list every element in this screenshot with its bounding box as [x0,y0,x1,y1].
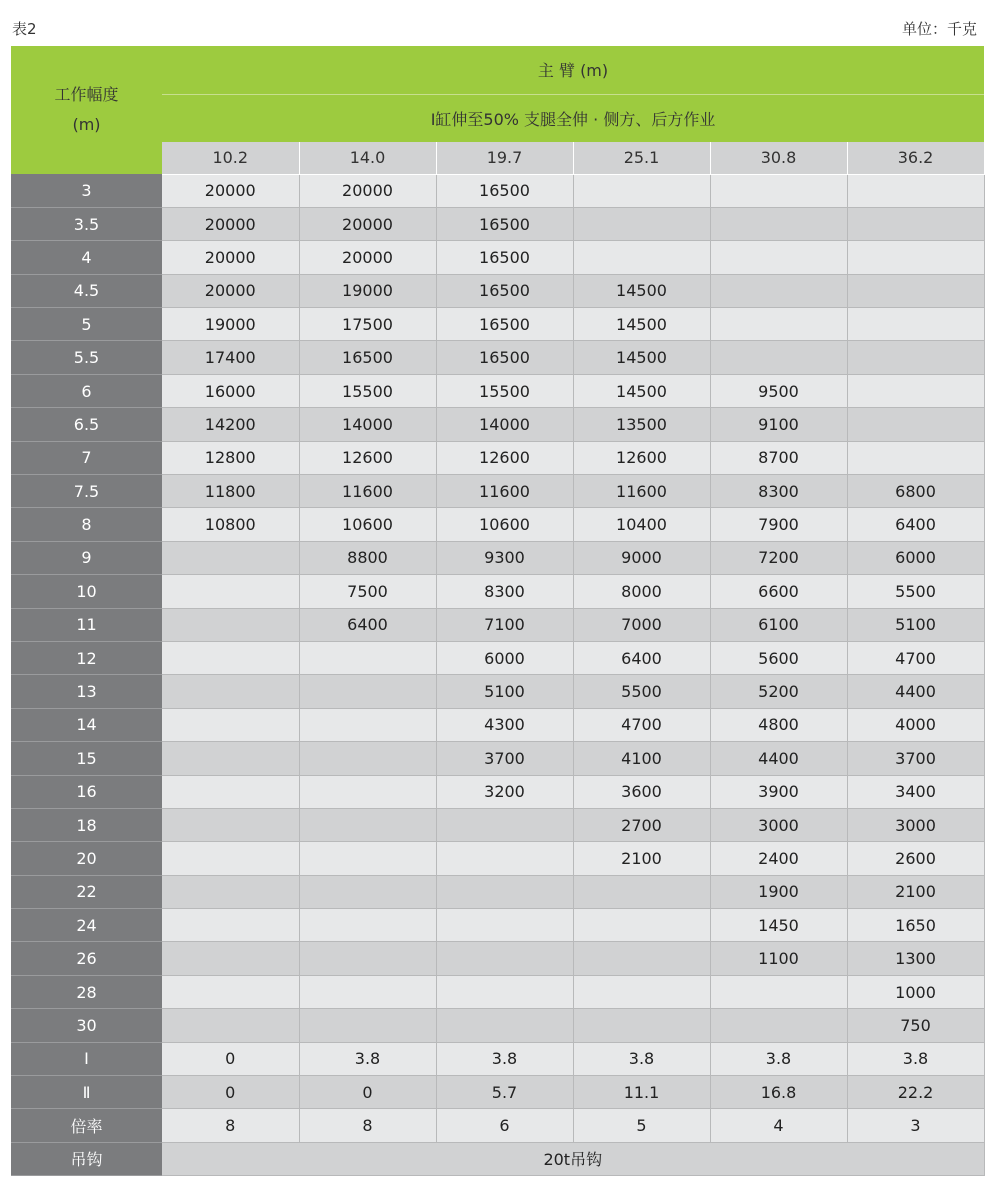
table-row [11,408,984,441]
load-value-cell [299,975,436,1008]
load-value-cell [299,641,436,674]
load-value-cell [847,408,984,441]
radius-cell: 11 [11,608,162,641]
radius-cell: 14 [11,708,162,741]
load-value-cell: 16.8 [710,1076,847,1109]
radius-cell: 4 [11,241,162,274]
load-value-cell: 3 [847,1109,984,1142]
table-row [11,775,984,808]
load-value-cell: 4400 [710,742,847,775]
load-value-cell: 1000 [847,975,984,1008]
table-row [11,875,984,908]
radius-cell: 22 [11,875,162,908]
load-value-cell: 6400 [847,508,984,541]
load-value-cell [162,875,299,908]
load-value-cell [162,808,299,841]
load-value-cell: 0 [299,1076,436,1109]
load-value-cell: 3700 [847,742,984,775]
load-value-cell [162,975,299,1008]
load-value-cell: 14500 [573,341,710,374]
load-value-cell: 2600 [847,842,984,875]
load-value-cell: 14000 [299,408,436,441]
load-value-cell: 17400 [162,341,299,374]
load-value-cell: 14500 [573,374,710,407]
load-value-cell: 6 [436,1109,573,1142]
load-value-cell [847,441,984,474]
load-value-cell [299,909,436,942]
table-row [11,174,984,207]
load-value-cell [436,875,573,908]
load-value-cell: 8300 [436,575,573,608]
radius-cell: 12 [11,641,162,674]
load-value-cell [162,742,299,775]
load-value-cell [573,207,710,240]
load-value-cell [710,308,847,341]
table-row [11,541,984,574]
table-row [11,241,984,274]
load-value-cell [710,341,847,374]
table-row [11,641,984,674]
load-value-cell: 4000 [847,708,984,741]
radius-cell: 28 [11,975,162,1008]
table-row [11,341,984,374]
load-value-cell: 17500 [299,308,436,341]
load-value-cell: 4 [710,1109,847,1142]
table-row [11,608,984,641]
load-value-cell: 12600 [299,441,436,474]
load-value-cell: 1900 [710,875,847,908]
load-value-cell: 2700 [573,808,710,841]
load-value-cell: 16000 [162,374,299,407]
load-value-cell: 5100 [436,675,573,708]
load-value-cell [573,875,710,908]
table-label: 表2 [12,20,37,38]
load-value-cell: 0 [162,1076,299,1109]
load-value-cell: 4700 [847,641,984,674]
radius-cell: 7 [11,441,162,474]
table-row [11,675,984,708]
load-value-cell [710,1009,847,1042]
load-value-cell: 20000 [162,241,299,274]
load-value-cell: 12600 [573,441,710,474]
boom-length-header: 36.2 [847,142,984,174]
boom-length-header: 30.8 [710,142,847,174]
table-row [11,742,984,775]
load-value-cell: 0 [162,1042,299,1075]
radius-cell: Ⅰ [11,1042,162,1075]
load-value-cell: 20000 [162,274,299,307]
load-value-cell [573,174,710,207]
load-value-cell: 15500 [436,374,573,407]
radius-cell: 18 [11,808,162,841]
load-value-cell [299,808,436,841]
load-value-cell [299,842,436,875]
load-value-cell: 3600 [573,775,710,808]
load-value-cell: 2100 [847,875,984,908]
load-value-cell: 12800 [162,441,299,474]
load-value-cell [573,241,710,274]
load-value-cell: 3.8 [710,1042,847,1075]
load-value-cell: 3000 [847,808,984,841]
load-value-cell: 14500 [573,308,710,341]
boom-length-header: 25.1 [573,142,710,174]
radius-cell: 20 [11,842,162,875]
load-value-cell [299,875,436,908]
load-value-cell: 9000 [573,541,710,574]
table-row [11,975,984,1008]
load-value-cell [573,942,710,975]
table-row [11,308,984,341]
load-value-cell: 6600 [710,575,847,608]
load-chart-table [11,46,985,1176]
load-value-cell [710,174,847,207]
load-value-cell: 20000 [299,207,436,240]
load-value-cell: 20000 [162,207,299,240]
load-value-cell: 1100 [710,942,847,975]
load-value-cell: 1300 [847,942,984,975]
load-value-cell [436,909,573,942]
load-value-cell: 16500 [436,241,573,274]
load-value-cell [299,742,436,775]
load-value-cell: 4400 [847,675,984,708]
radius-cell: 30 [11,1009,162,1042]
load-value-cell: 16500 [436,308,573,341]
load-value-cell: 6000 [436,641,573,674]
load-value-cell: 14000 [436,408,573,441]
load-value-cell [299,942,436,975]
load-value-cell: 14200 [162,408,299,441]
table-row [11,475,984,508]
load-value-cell [162,608,299,641]
boom-length-header: 14.0 [299,142,436,174]
load-value-cell [573,1009,710,1042]
load-value-cell: 16500 [436,274,573,307]
radius-cell: 9 [11,541,162,574]
load-value-cell: 8300 [710,475,847,508]
load-value-cell [162,775,299,808]
load-value-cell: 3400 [847,775,984,808]
load-value-cell [573,975,710,1008]
load-value-cell: 6000 [847,541,984,574]
unit-label: 单位：千克 [901,20,977,38]
load-value-cell: 6100 [710,608,847,641]
load-value-cell [847,207,984,240]
load-value-cell [847,174,984,207]
load-value-cell: 10400 [573,508,710,541]
load-value-cell: 8700 [710,441,847,474]
load-value-cell [436,1009,573,1042]
load-value-cell: 12600 [436,441,573,474]
radius-cell: 6 [11,374,162,407]
load-value-cell: 2100 [573,842,710,875]
load-value-cell: 8800 [299,541,436,574]
load-value-cell: 7900 [710,508,847,541]
radius-header-unit: (m) [72,115,101,134]
table-row [11,441,984,474]
load-value-cell: 7200 [710,541,847,574]
radius-cell: 4.5 [11,274,162,307]
load-value-cell: 6800 [847,475,984,508]
table-row [11,374,984,407]
load-value-cell [436,942,573,975]
load-value-cell: 4300 [436,708,573,741]
load-value-cell: 4800 [710,708,847,741]
load-value-cell [299,708,436,741]
load-value-cell: 3200 [436,775,573,808]
load-value-cell [847,341,984,374]
load-value-cell: 20000 [299,241,436,274]
load-value-cell: 19000 [299,274,436,307]
radius-cell: 倍率 [11,1109,162,1142]
load-value-cell [162,575,299,608]
table-row [11,1109,984,1142]
table-row [11,1042,984,1075]
boom-length-header: 19.7 [436,142,573,174]
boom-length-header: 10.2 [162,142,299,174]
radius-cell: 13 [11,675,162,708]
load-value-cell: 3700 [436,742,573,775]
load-value-cell: 8 [162,1109,299,1142]
load-value-cell: 10600 [299,508,436,541]
load-value-cell: 15500 [299,374,436,407]
load-value-cell: 10800 [162,508,299,541]
load-value-cell: 20000 [299,174,436,207]
radius-cell: 26 [11,942,162,975]
radius-cell: 15 [11,742,162,775]
hook-row [11,1142,984,1175]
load-value-cell [847,374,984,407]
load-value-cell [847,308,984,341]
load-value-cell: 3000 [710,808,847,841]
load-value-cell [162,675,299,708]
load-value-cell: 13500 [573,408,710,441]
table-row [11,1009,984,1042]
load-value-cell: 5 [573,1109,710,1142]
load-value-cell [162,541,299,574]
radius-cell: 10 [11,575,162,608]
table-row [11,1076,984,1109]
load-value-cell: 6400 [573,641,710,674]
load-value-cell [299,1009,436,1042]
load-value-cell: 750 [847,1009,984,1042]
load-value-cell: 1450 [710,909,847,942]
radius-cell: 3.5 [11,207,162,240]
radius-header-title: 工作幅度 [54,85,119,104]
load-value-cell: 22.2 [847,1076,984,1109]
load-value-cell [436,975,573,1008]
load-value-cell: 16500 [436,341,573,374]
radius-cell: Ⅱ [11,1076,162,1109]
load-value-cell: 7500 [299,575,436,608]
load-value-cell [573,909,710,942]
table-row [11,207,984,240]
load-value-cell: 9300 [436,541,573,574]
load-value-cell: 7100 [436,608,573,641]
boom-condition: Ⅰ缸伸至50% 支腿全伸 · 侧方、后方作业 [162,94,984,142]
load-value-cell: 9500 [710,374,847,407]
load-value-cell [162,641,299,674]
load-value-cell [710,274,847,307]
load-value-cell: 16500 [436,207,573,240]
load-value-cell: 10600 [436,508,573,541]
load-value-cell: 6400 [299,608,436,641]
load-value-cell: 4100 [573,742,710,775]
load-value-cell: 5.7 [436,1076,573,1109]
load-value-cell: 5500 [573,675,710,708]
radius-cell: 3 [11,174,162,207]
load-value-cell [710,207,847,240]
load-value-cell [162,708,299,741]
load-value-cell: 16500 [299,341,436,374]
radius-cell: 6.5 [11,408,162,441]
load-value-cell: 11600 [299,475,436,508]
load-value-cell [162,842,299,875]
load-value-cell: 8000 [573,575,710,608]
load-value-cell: 19000 [162,308,299,341]
hook-value: 20t吊钩 [162,1142,984,1175]
load-value-cell: 7000 [573,608,710,641]
load-value-cell [847,274,984,307]
table-row [11,274,984,307]
load-value-cell: 16500 [436,174,573,207]
load-value-cell: 4700 [573,708,710,741]
load-value-cell [847,241,984,274]
radius-cell: 24 [11,909,162,942]
load-value-cell: 2400 [710,842,847,875]
radius-cell: 16 [11,775,162,808]
radius-cell: 7.5 [11,475,162,508]
boom-title: 主 臂 (m) [162,46,984,94]
load-value-cell [162,909,299,942]
load-value-cell: 11.1 [573,1076,710,1109]
radius-cell: 5 [11,308,162,341]
load-value-cell [299,675,436,708]
load-value-cell: 14500 [573,274,710,307]
load-value-cell: 11600 [573,475,710,508]
load-value-cell: 1650 [847,909,984,942]
table-row [11,708,984,741]
hook-label: 吊钩 [11,1142,162,1175]
load-value-cell: 3.8 [436,1042,573,1075]
load-value-cell: 5600 [710,641,847,674]
load-value-cell: 8 [299,1109,436,1142]
load-value-cell: 3.8 [847,1042,984,1075]
load-value-cell: 11800 [162,475,299,508]
radius-cell: 5.5 [11,341,162,374]
radius-header [11,46,162,174]
load-value-cell: 9100 [710,408,847,441]
table-row [11,842,984,875]
load-value-cell [436,842,573,875]
load-value-cell [436,808,573,841]
load-value-cell: 11600 [436,475,573,508]
radius-cell: 8 [11,508,162,541]
table-row [11,575,984,608]
load-value-cell: 5200 [710,675,847,708]
table-row [11,808,984,841]
load-value-cell [299,775,436,808]
load-value-cell [710,241,847,274]
table-row [11,909,984,942]
load-value-cell [162,942,299,975]
table-row [11,942,984,975]
load-value-cell: 20000 [162,174,299,207]
load-value-cell: 3.8 [299,1042,436,1075]
load-value-cell: 3.8 [573,1042,710,1075]
load-value-cell [710,975,847,1008]
load-value-cell: 5100 [847,608,984,641]
load-value-cell: 5500 [847,575,984,608]
load-value-cell [162,1009,299,1042]
table-row [11,508,984,541]
load-value-cell: 3900 [710,775,847,808]
